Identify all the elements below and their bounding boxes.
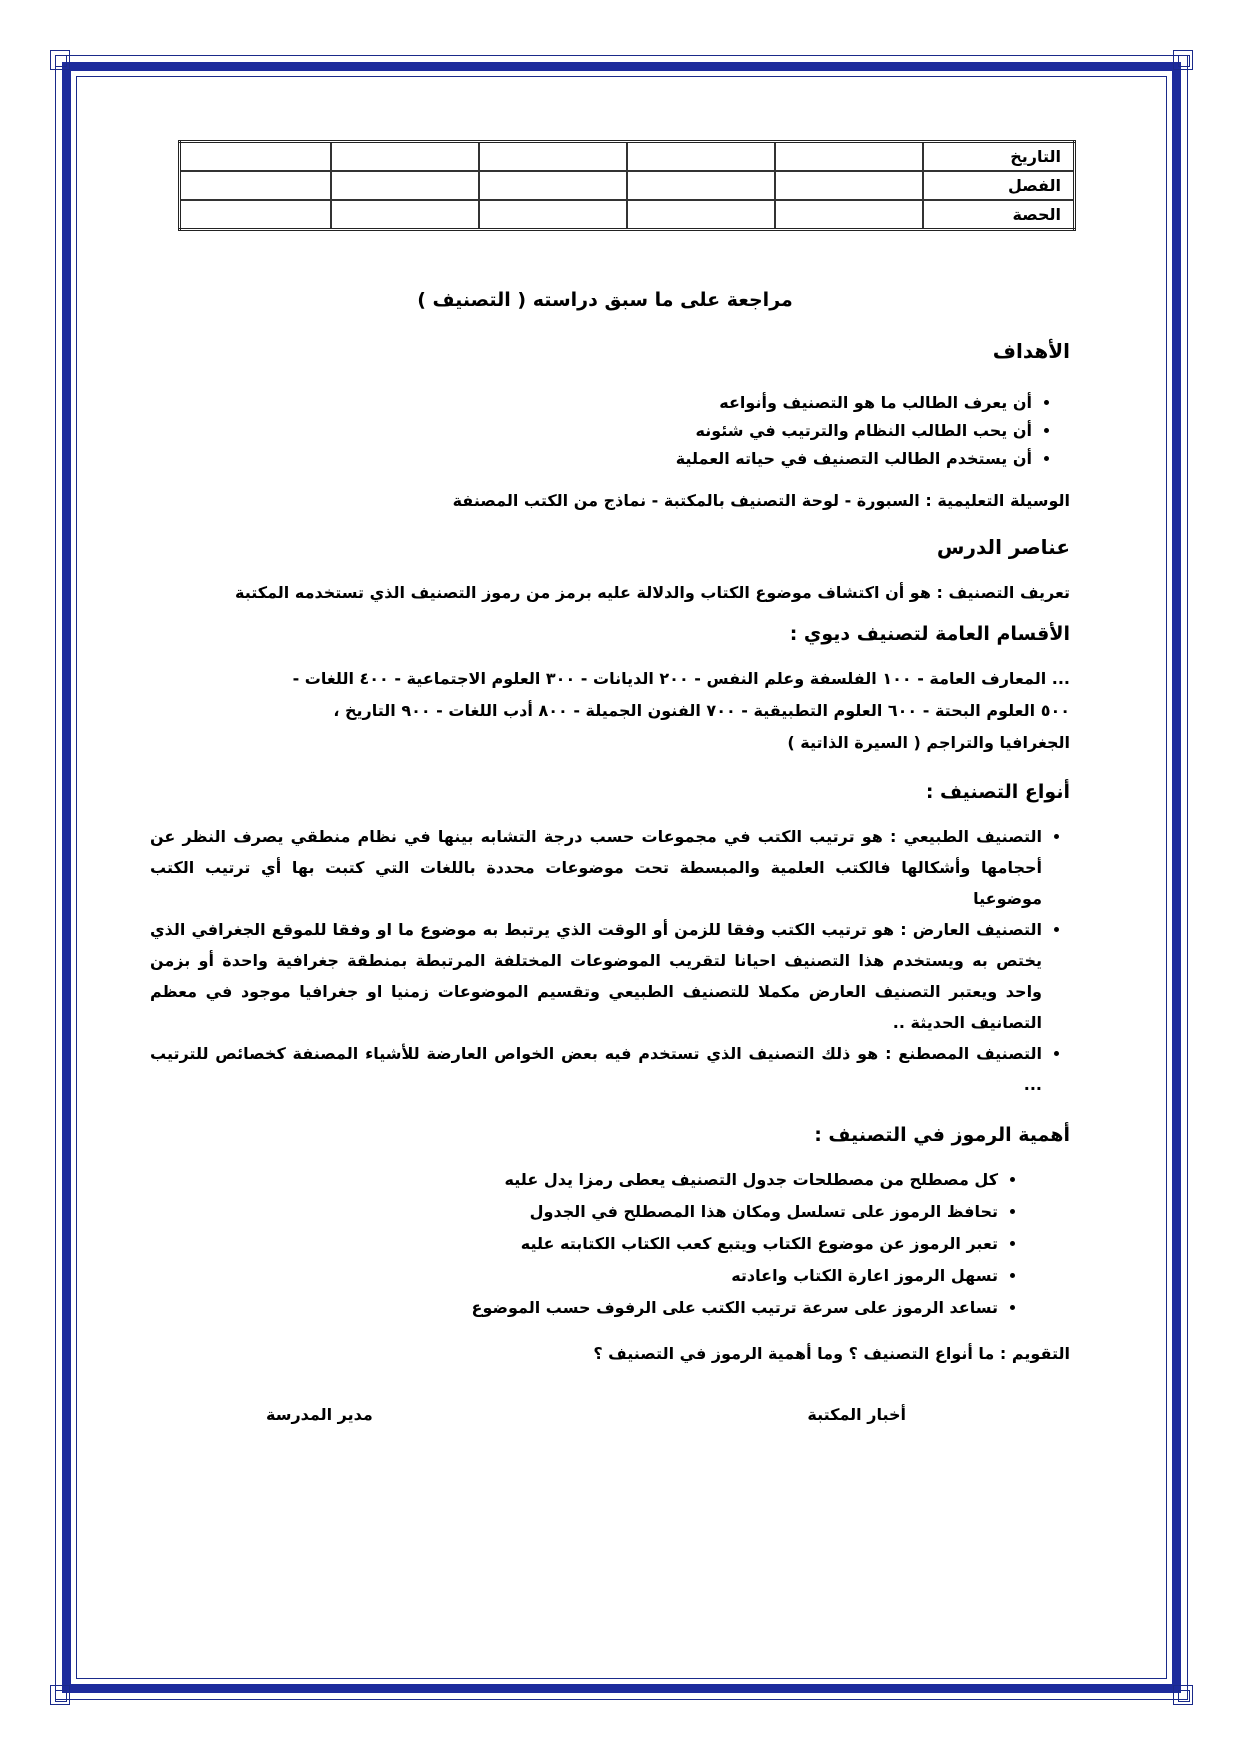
table-cell — [479, 200, 627, 230]
dewey-line: ... المعارف العامة - ١٠٠ الفلسفة وعلم النفس - ٢٠٠ الديانات - ٣٠٠ العلوم الاجتماعية - ٤٠٠ اللغات - — [292, 669, 1070, 688]
evaluation: التقويم : ما أنواع التصنيف ؟ وما أهمية الرموز في التصنيف ؟ — [593, 1344, 1070, 1363]
corner-ornament — [1173, 50, 1193, 70]
table-row — [180, 200, 1075, 230]
period-label: الحصة — [923, 200, 1075, 230]
principal-signature: مدير المدرسة — [266, 1405, 373, 1424]
objectives-heading: الأهداف — [992, 339, 1070, 363]
list-item: • التصنيف المصطنع : هو ذلك التصنيف الذي تستخدم فيه بعض الخواص العارضة للأشياء المصنفة كخصائص للترتيب ... — [150, 1038, 1042, 1100]
types-heading: أنواع التصنيف : — [925, 781, 1070, 803]
corner-ornament — [50, 50, 70, 70]
table-cell — [627, 171, 775, 200]
importance-heading: أهمية الرموز في التصنيف : — [814, 1124, 1070, 1146]
table-cell — [627, 200, 775, 230]
lesson-title: مراجعة على ما سبق دراسته ( التصنيف ) — [417, 289, 793, 311]
table-row — [180, 171, 1075, 200]
librarian-signature: أخبار المكتبة — [807, 1405, 906, 1424]
types-list — [150, 821, 1070, 1100]
date-label: التاريخ — [923, 142, 1075, 172]
list-item: • التصنيف العارض : هو ترتيب الكتب وفقا للزمن أو الوقت الذي يرتبط به موضوع ما او وفقا للموقع الجغرافي الذي يختص به ويستخدم هذا التصنيف احيانا لتقريب الموضوعات المختلفة المرتبطة بمنطقة جغرافية واحدة أو بزمن واحد ويعتبر التصنيف العارض مكملا للتصنيف الطبيعي وتقسيم الموضوعات زمنيا او جغرافيا موجود في معظم التصانيف الحديثة .. — [150, 914, 1042, 1038]
table-cell — [331, 200, 479, 230]
table-row — [180, 142, 1075, 172]
list-item: • كل مصطلح من مصطلحات جدول التصنيف يعطى رمزا يدل عليه — [150, 1164, 998, 1196]
table-cell — [775, 171, 923, 200]
list-item: • تحافظ الرموز على تسلسل ومكان هذا المصطلح في الجدول — [150, 1196, 998, 1228]
table-cell — [775, 142, 923, 172]
importance-list — [150, 1164, 1070, 1324]
table-cell — [627, 142, 775, 172]
info-table — [178, 140, 1076, 231]
list-item: • أن يعرف الطالب ما هو التصنيف وأنواعه — [150, 389, 1032, 417]
objectives-list — [150, 389, 1070, 473]
list-item: • تعبر الرموز عن موضوع الكتاب ويتبع كعب الكتاب الكتابته عليه — [150, 1228, 998, 1260]
corner-ornament — [1173, 1685, 1193, 1705]
table-cell — [180, 171, 331, 200]
table-cell — [180, 142, 331, 172]
document-body — [150, 140, 1070, 1370]
table-cell — [180, 200, 331, 230]
list-item: • تساعد الرموز على سرعة ترتيب الكتب على الرفوف حسب الموضوع — [150, 1292, 998, 1324]
table-cell — [775, 200, 923, 230]
list-item: • أن يستخدم الطالب التصنيف في حياته العملية — [150, 445, 1032, 473]
table-cell — [479, 171, 627, 200]
list-item: • التصنيف الطبيعي : هو ترتيب الكتب في مجموعات حسب درجة التشابه بينها في نظام منطقي يصرف النظر عن أحجامها وأشكالها فالكتب العلمية والمبسطة تحت موضوعات محددة باللغات التي كتبت بها أي ترتيب الكتب موضوعيا — [150, 821, 1042, 914]
dewey-heading: الأقسام العامة لتصنيف ديوي : — [789, 623, 1070, 645]
table-cell — [331, 142, 479, 172]
list-item: • أن يحب الطالب النظام والترتيب في شئونه — [150, 417, 1032, 445]
teaching-aids: الوسيلة التعليمية : السبورة - لوحة التصنيف بالمكتبة - نماذج من الكتب المصنفة — [452, 491, 1070, 510]
dewey-line: الجغرافيا والتراجم ( السيرة الذاتية ) — [787, 733, 1070, 752]
list-item: • تسهل الرموز اعارة الكتاب واعادته — [150, 1260, 998, 1292]
dewey-divisions — [150, 663, 1070, 759]
class-label: الفصل — [923, 171, 1075, 200]
dewey-line: ٥٠٠ العلوم البحتة - ٦٠٠ العلوم التطبيقية - ٧٠٠ الفنون الجميلة - ٨٠٠ أدب اللغات - ٩٠٠ التاريخ ، — [333, 701, 1070, 720]
table-cell — [331, 171, 479, 200]
lesson-elements-heading: عناصر الدرس — [936, 535, 1070, 559]
table-cell — [479, 142, 627, 172]
corner-ornament — [50, 1685, 70, 1705]
definition: تعريف التصنيف : هو أن اكتشاف موضوع الكتاب والدلالة عليه برمز من رموز التصنيف الذي تستخدمه المكتبة — [235, 583, 1070, 602]
